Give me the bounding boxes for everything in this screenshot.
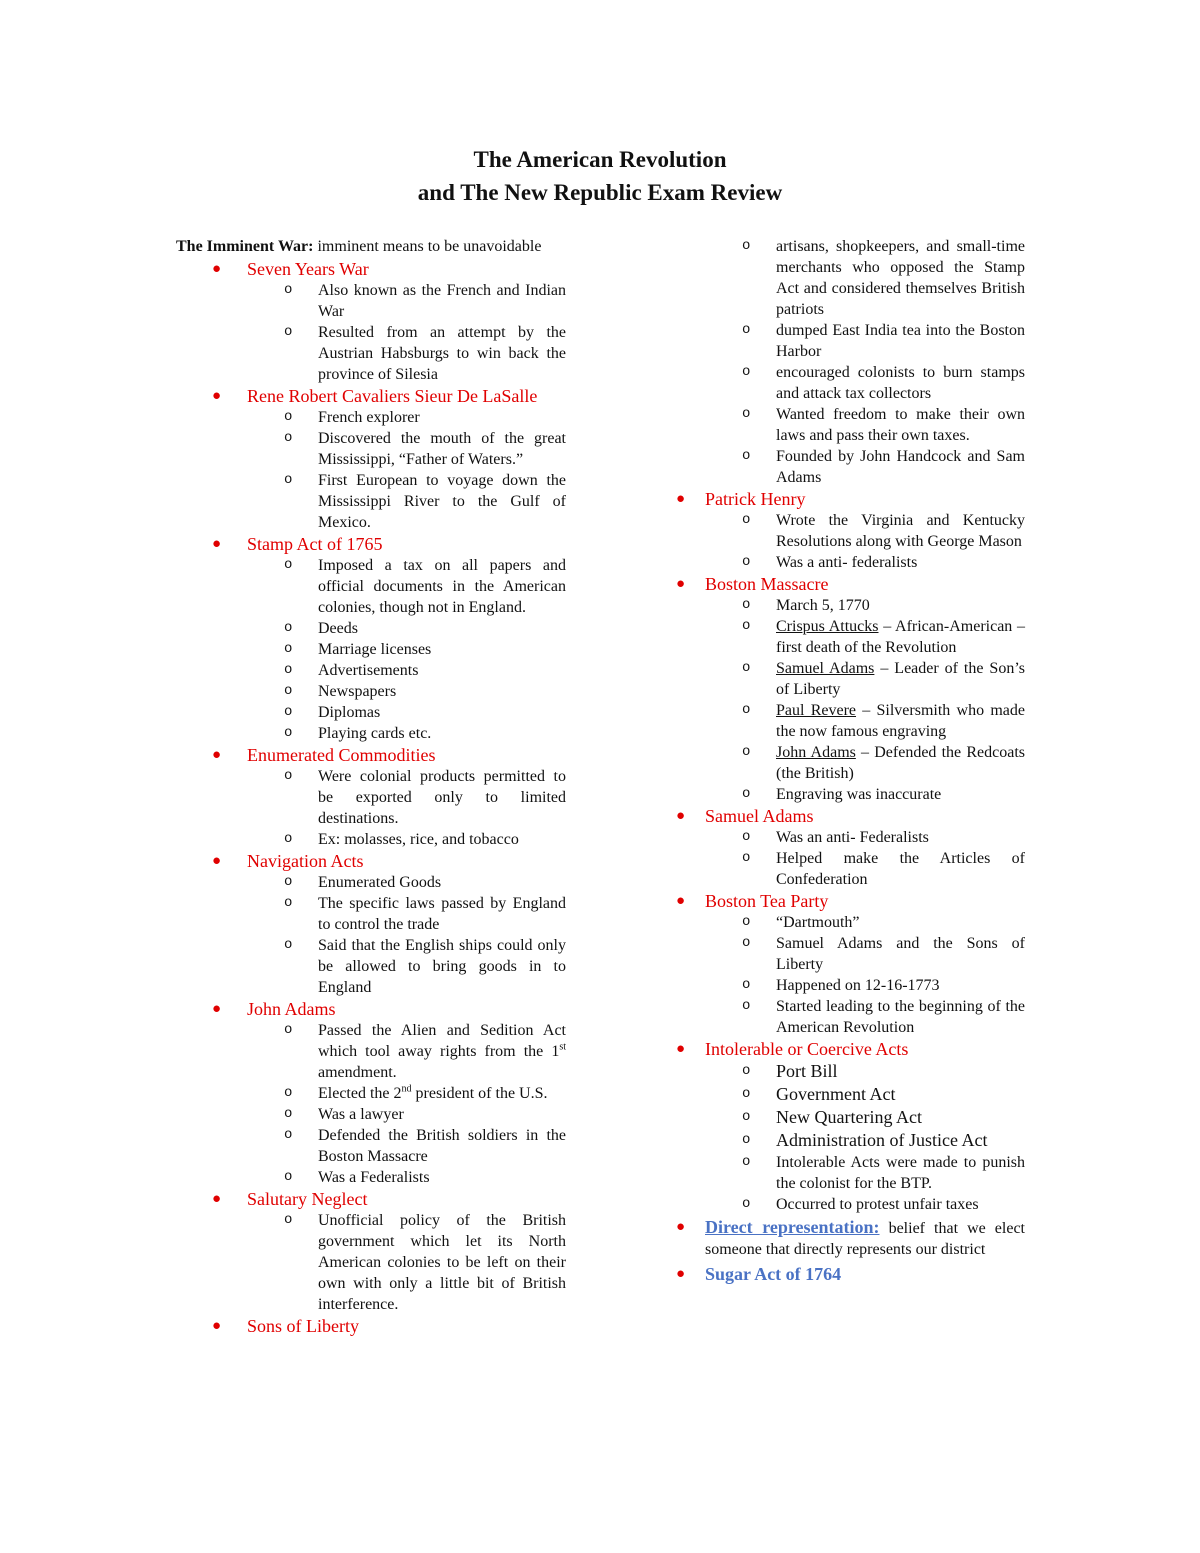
left-column — [176, 236, 566, 1337]
list-item — [176, 872, 566, 893]
circle-bullet-icon: o — [742, 322, 751, 338]
list-item — [176, 893, 566, 935]
list-item-text: The specific laws passed by England to control the trade — [318, 895, 566, 933]
bullet-icon: ● — [212, 261, 222, 277]
list-item-text: New Quartering Act — [776, 1107, 922, 1127]
topic-label-text: Enumerated Commodities — [247, 745, 436, 765]
superscript: st — [559, 1041, 566, 1053]
circle-bullet-icon: o — [742, 448, 751, 464]
circle-bullet-icon: o — [284, 1022, 293, 1038]
list-item-text: Newspapers — [318, 683, 397, 700]
list-item-text: amendment. — [318, 1064, 397, 1081]
topic-label — [676, 1038, 1025, 1060]
circle-bullet-icon: o — [742, 744, 751, 760]
bullet-icon: ● — [676, 893, 686, 909]
list-item — [176, 702, 566, 723]
list-item-text: Elected the 2 — [318, 1085, 402, 1102]
topic-boston-tea-party — [676, 890, 1025, 1038]
list-item — [705, 404, 1025, 446]
circle-bullet-icon: o — [284, 768, 293, 784]
list-item — [705, 742, 1025, 784]
list-item — [176, 555, 566, 618]
topic-label-text: Patrick Henry — [705, 489, 806, 509]
list-item — [176, 766, 566, 829]
list-item-text: Deeds — [318, 620, 358, 637]
topic-label — [676, 890, 1025, 912]
sub-list — [176, 872, 566, 998]
circle-bullet-icon: o — [284, 620, 293, 636]
bullet-icon: ● — [212, 1318, 222, 1334]
list-item — [176, 407, 566, 428]
circle-bullet-icon: o — [742, 597, 751, 613]
topic-label-text: Stamp Act of 1765 — [247, 534, 383, 554]
circle-bullet-icon: o — [284, 937, 293, 953]
right-topic-list — [676, 488, 1026, 1215]
list-item-text: Was a anti- federalists — [776, 554, 918, 571]
list-item-text: Unofficial policy of the British government which let its North American colonies to be left on their own with only a little bit of British interference. — [318, 1212, 566, 1313]
list-item — [705, 1152, 1025, 1194]
list-item-text: dumped East India tea into the Boston Harbor — [776, 322, 1025, 360]
topic-label — [676, 805, 1025, 827]
list-item — [176, 322, 566, 385]
circle-bullet-icon: o — [284, 1169, 293, 1185]
direct-representation-definition: belief that we elect someone that directly represents our district — [705, 1220, 1026, 1258]
circle-bullet-icon: o — [742, 660, 751, 676]
person-name: Samuel Adams — [776, 660, 875, 677]
list-item-text: Defended the British soldiers in the Boston Massacre — [318, 1127, 566, 1165]
topic-label — [176, 533, 566, 555]
topic-intolerable-or-coercive-acts — [676, 1038, 1025, 1215]
person-name: Paul Revere — [776, 702, 857, 719]
list-item — [176, 723, 566, 744]
circle-bullet-icon: o — [742, 364, 751, 380]
list-item — [705, 510, 1025, 552]
circle-bullet-icon: o — [284, 874, 293, 890]
list-item — [705, 975, 1025, 996]
list-item — [176, 639, 566, 660]
topic-salutary-neglect — [176, 1188, 566, 1315]
list-item — [176, 660, 566, 681]
list-item — [176, 280, 566, 322]
topic-enumerated-commodities — [176, 744, 566, 850]
circle-bullet-icon: o — [742, 1063, 751, 1079]
circle-bullet-icon: o — [742, 786, 751, 802]
list-item — [705, 446, 1025, 488]
list-item-text: Administration of Justice Act — [776, 1130, 988, 1150]
sub-list — [705, 827, 1025, 890]
list-item-text: Discovered the mouth of the great Mississippi, “Father of Waters.” — [318, 430, 566, 468]
list-item — [176, 1125, 566, 1167]
list-item-text: president of the U.S. — [411, 1085, 548, 1102]
left-topic-list — [176, 258, 566, 1337]
list-item — [705, 784, 1025, 805]
list-item — [705, 616, 1025, 658]
list-item — [705, 1083, 1025, 1106]
intro-paragraph — [176, 236, 566, 257]
circle-bullet-icon: o — [742, 406, 751, 422]
list-item — [176, 1104, 566, 1125]
list-item — [176, 829, 566, 850]
circle-bullet-icon: o — [742, 850, 751, 866]
list-item — [705, 1106, 1025, 1129]
person-name: John Adams — [776, 744, 856, 761]
list-item-text: Started leading to the beginning of the American Revolution — [776, 998, 1025, 1036]
list-item — [705, 320, 1025, 362]
sub-list — [176, 280, 566, 385]
list-item — [705, 848, 1025, 890]
list-item-text: Was a lawyer — [318, 1106, 404, 1123]
circle-bullet-icon: o — [742, 829, 751, 845]
circle-bullet-icon: o — [742, 512, 751, 528]
list-item — [705, 1060, 1025, 1083]
person-description: – Defended the Redcoats (the British) — [776, 744, 1025, 782]
list-item — [705, 933, 1025, 975]
circle-bullet-icon: o — [284, 683, 293, 699]
list-item-text: March 5, 1770 — [776, 597, 870, 614]
list-item — [705, 362, 1025, 404]
topic-rene-robert-cavaliers-sieur-de-lasalle — [176, 385, 566, 533]
topic-label-text: Boston Tea Party — [705, 891, 829, 911]
intro-heading: The Imminent War: — [176, 238, 314, 255]
bullet-icon: ● — [212, 536, 222, 552]
person-description: – Leader of the Son’s of Liberty — [776, 660, 1025, 698]
circle-bullet-icon: o — [742, 998, 751, 1014]
list-item — [705, 1129, 1025, 1152]
list-item — [176, 935, 566, 998]
list-item — [705, 658, 1025, 700]
list-item — [176, 1020, 566, 1083]
bullet-icon: ● — [676, 1041, 686, 1057]
list-item-text: Engraving was inaccurate — [776, 786, 942, 803]
circle-bullet-icon: o — [284, 1212, 293, 1228]
topic-label-text: Seven Years War — [247, 259, 369, 279]
circle-bullet-icon: o — [284, 472, 293, 488]
topic-label — [176, 1315, 566, 1337]
sons-of-liberty-details — [705, 236, 1025, 488]
circle-bullet-icon: o — [284, 430, 293, 446]
circle-bullet-icon: o — [742, 1086, 751, 1102]
circle-bullet-icon: o — [742, 1196, 751, 1212]
topic-sons-of-liberty — [176, 1315, 566, 1337]
document-title — [0, 143, 1200, 209]
circle-bullet-icon: o — [742, 1109, 751, 1125]
topic-label-text: Sons of Liberty — [247, 1316, 359, 1336]
list-item — [705, 996, 1025, 1038]
topic-boston-massacre — [676, 573, 1026, 805]
topic-samuel-adams — [676, 805, 1025, 890]
circle-bullet-icon: o — [742, 914, 751, 930]
topic-label-text: Rene Robert Cavaliers Sieur De LaSalle — [247, 386, 538, 406]
list-item-text: Wrote the Virginia and Kentucky Resolutions along with George Mason — [776, 512, 1025, 550]
circle-bullet-icon: o — [742, 935, 751, 951]
topic-label-text: Intolerable or Coercive Acts — [705, 1039, 909, 1059]
sub-list — [176, 766, 566, 850]
sub-list — [705, 1060, 1025, 1215]
list-item-text: Diplomas — [318, 704, 381, 721]
list-item — [705, 236, 1025, 320]
sub-list — [705, 912, 1025, 1038]
list-item-text: Was a Federalists — [318, 1169, 430, 1186]
list-item-text: “Dartmouth” — [776, 914, 860, 931]
sub-list — [176, 1210, 566, 1315]
list-item-text: encouraged colonists to burn stamps and attack tax collectors — [776, 364, 1025, 402]
title-line-1: The American Revolution — [473, 147, 727, 172]
topic-label-text: Navigation Acts — [247, 851, 364, 871]
list-item-text: Occurred to protest unfair taxes — [776, 1196, 979, 1213]
sub-list — [176, 555, 566, 744]
list-item-text: Port Bill — [776, 1061, 838, 1081]
list-item-text: Happened on 12-16-1773 — [776, 977, 940, 994]
list-item — [705, 700, 1025, 742]
circle-bullet-icon: o — [742, 618, 751, 634]
circle-bullet-icon: o — [284, 725, 293, 741]
right-extra-list — [676, 1217, 1026, 1287]
list-item-text: Passed the Alien and Sedition Act which tool away rights from the 1 — [318, 1022, 566, 1060]
circle-bullet-icon: o — [284, 662, 293, 678]
topic-label-text: Salutary Neglect — [247, 1189, 368, 1209]
list-item-text: Helped make the Articles of Confederation — [776, 850, 1025, 888]
topic-john-adams — [176, 998, 566, 1188]
circle-bullet-icon: o — [742, 238, 751, 254]
circle-bullet-icon: o — [284, 1127, 293, 1143]
sub-list — [176, 407, 566, 533]
topic-stamp-act-of-1765 — [176, 533, 566, 744]
circle-bullet-icon: o — [742, 977, 751, 993]
bullet-icon: ● — [212, 1001, 222, 1017]
bullet-icon: ● — [676, 1219, 686, 1235]
circle-bullet-icon: o — [742, 1154, 751, 1170]
topic-label — [176, 744, 566, 766]
circle-bullet-icon: o — [284, 831, 293, 847]
bullet-icon: ● — [212, 747, 222, 763]
circle-bullet-icon: o — [284, 557, 293, 573]
topic-label — [676, 573, 1025, 595]
list-item-text: Resulted from an attempt by the Austrian Habsburgs to win back the province of Silesia — [318, 324, 566, 383]
topic-label — [176, 998, 566, 1020]
list-item-text: First European to voyage down the Mississippi River to the Gulf of Mexico. — [318, 472, 566, 531]
circle-bullet-icon: o — [742, 554, 751, 570]
topic-navigation-acts — [176, 850, 566, 998]
topic-label-text: John Adams — [247, 999, 336, 1019]
bullet-icon: ● — [212, 388, 222, 404]
list-item-text: Ex: molasses, rice, and tobacco — [318, 831, 519, 848]
topic-label — [676, 488, 1025, 510]
title-line-2: and The New Republic Exam Review — [417, 180, 783, 205]
list-item-text: Samuel Adams and the Sons of Liberty — [776, 935, 1025, 973]
circle-bullet-icon: o — [284, 324, 293, 340]
list-item-text: Were colonial products permitted to be exported only to limited destinations. — [318, 768, 566, 827]
topic-label — [176, 385, 566, 407]
circle-bullet-icon: o — [742, 1132, 751, 1148]
list-item — [705, 595, 1025, 616]
sub-list — [705, 595, 1025, 805]
list-item — [705, 1194, 1025, 1215]
list-item-text: Founded by John Handcock and Sam Adams — [776, 448, 1025, 486]
list-item-text: Also known as the French and Indian War — [318, 282, 566, 320]
circle-bullet-icon: o — [284, 641, 293, 657]
bullet-icon: ● — [676, 491, 686, 507]
circle-bullet-icon: o — [742, 702, 751, 718]
list-item — [176, 1210, 566, 1315]
list-item — [176, 1083, 566, 1104]
topic-direct-representation — [676, 1217, 1026, 1260]
list-item-text: Enumerated Goods — [318, 874, 442, 891]
sub-list — [176, 1020, 566, 1188]
intro-text: imminent means to be unavoidable — [313, 238, 542, 255]
topic-label — [176, 258, 566, 280]
topic-label-text: Samuel Adams — [705, 806, 814, 826]
bullet-icon: ● — [676, 808, 686, 824]
topic-label — [176, 1188, 566, 1210]
list-item — [176, 470, 566, 533]
list-item-text: Wanted freedom to make their own laws and pass their own taxes. — [776, 406, 1025, 444]
list-item — [176, 1167, 566, 1188]
topic-label — [176, 850, 566, 872]
topic-patrick-henry — [676, 488, 1025, 573]
sub-list — [705, 510, 1025, 573]
list-item — [705, 552, 1025, 573]
circle-bullet-icon: o — [284, 1085, 293, 1101]
list-item-text: Said that the English ships could only be allowed to bring goods in to England — [318, 937, 566, 996]
list-item — [176, 681, 566, 702]
bullet-icon: ● — [212, 1191, 222, 1207]
list-item — [176, 618, 566, 639]
topic-seven-years-war — [176, 258, 566, 385]
list-item-text: Marriage licenses — [318, 641, 432, 658]
right-column — [676, 236, 1026, 1287]
circle-bullet-icon: o — [284, 1106, 293, 1122]
list-item-text: Intolerable Acts were made to punish the colonist for the BTP. — [776, 1154, 1025, 1192]
list-item — [705, 827, 1025, 848]
list-item-text: Was an anti- Federalists — [776, 829, 929, 846]
list-item — [705, 912, 1025, 933]
circle-bullet-icon: o — [284, 409, 293, 425]
bullet-icon: ● — [212, 853, 222, 869]
list-item-text: Advertisements — [318, 662, 419, 679]
circle-bullet-icon: o — [284, 704, 293, 720]
list-item — [176, 428, 566, 470]
bullet-icon: ● — [676, 576, 686, 592]
circle-bullet-icon: o — [284, 895, 293, 911]
list-item-text: Imposed a tax on all papers and official documents in the American colonies, though not in England. — [318, 557, 566, 616]
sugar-act-label: Sugar Act of 1764 — [705, 1264, 842, 1284]
circle-bullet-icon: o — [284, 282, 293, 298]
person-description: – Silversmith who made the now famous engraving — [776, 702, 1026, 740]
topic-sugar-act — [676, 1263, 1025, 1287]
person-description: – African-American – first death of the Revolution — [776, 618, 1025, 656]
direct-representation-term: Direct representation: — [705, 1217, 880, 1237]
superscript: nd — [401, 1083, 412, 1095]
bullet-icon: ● — [676, 1266, 686, 1282]
list-item-text: artisans, shopkeepers, and small-time merchants who opposed the Stamp Act and considered themselves British patriots — [776, 238, 1025, 318]
list-item-text: French explorer — [318, 409, 420, 426]
list-item-text: Playing cards etc. — [318, 725, 432, 742]
person-name: Crispus Attucks — [776, 618, 879, 635]
list-item-text: Government Act — [776, 1084, 896, 1104]
topic-label-text: Boston Massacre — [705, 574, 829, 594]
